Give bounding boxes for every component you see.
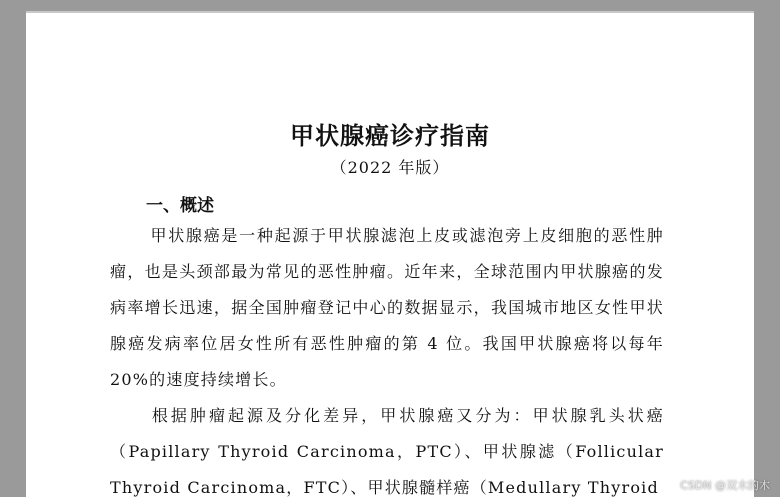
document-title: 甲状腺癌诊疗指南 [290,122,490,150]
paragraph-classification [110,398,664,497]
paragraph-overview [110,218,664,398]
paragraph-text: 甲状腺癌是一种起源于甲状腺滤泡上皮或滤泡旁上皮细胞的恶性肿瘤，也是头颈部最为常见的恶性肿瘤。近年来，全球范围内甲状腺癌的发病率增长迅速，据全国肿瘤登记中心的数据显示，我国城市地区女性甲状腺癌发病率位居女性所有恶性肿瘤的第 4 位。我国甲状腺癌将以每年 20%的速度持续增长。 [110,226,664,389]
paragraph-text: 根据肿瘤起源及分化差异，甲状腺癌又分为：甲状腺乳头状癌（Papillary Thyroid Carcinoma，PTC）、甲状腺滤（Follicular Thyroid Carcinoma，FTC）、甲状腺髓样癌（Medullary Thyroid [110,406,664,497]
watermark: CSDN @双木的木 [680,479,770,492]
document-page [26,11,754,497]
document-edition: （2022 年版） [330,158,450,177]
section-heading: 一、概述 [146,196,214,216]
